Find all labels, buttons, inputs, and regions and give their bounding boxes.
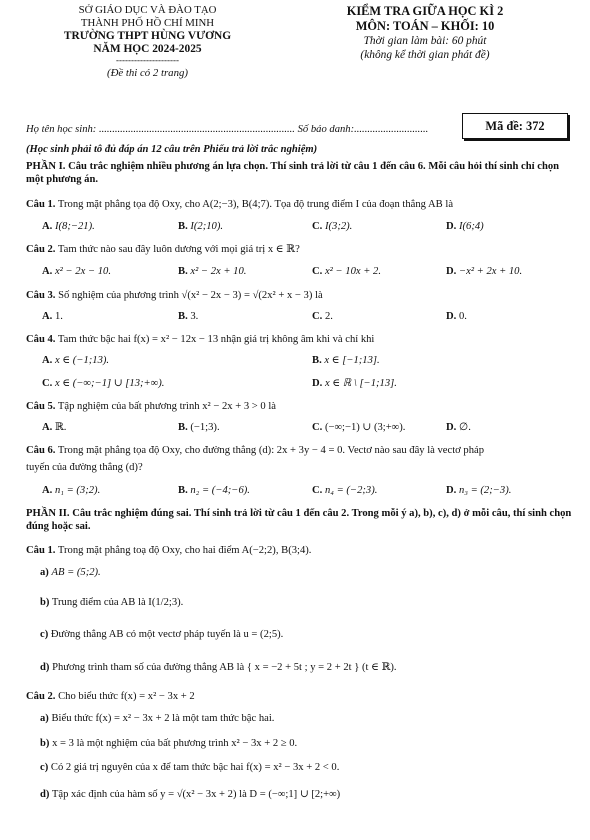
p2q1-item-d: d) Phương trình tham số của đường thẳng AB là { x = −2 + 5t ; y = 2 + 2t } (t ∈ ℝ). bbox=[40, 662, 397, 673]
question-6 bbox=[26, 444, 572, 457]
question-label: Câu 5. bbox=[26, 401, 56, 412]
p2q1-item-b: b) Trung điểm của AB là I(1/2;3). bbox=[40, 597, 184, 608]
question-text: Trong mặt phẳng tọa độ Oxy, cho đường thẳng (d): 2x + 3y − 4 = 0. Vectơ nào sau đây là vectơ pháp bbox=[57, 445, 484, 456]
question-label: Câu 6. bbox=[26, 445, 56, 456]
exam-duration-note: (không kể thời gian phát đề) bbox=[360, 49, 490, 61]
dept-name: SỞ GIÁO DỤC VÀ ĐÀO TẠO bbox=[78, 4, 217, 16]
part2-title: PHẦN II. Câu trắc nghiệm đúng sai. Thí sinh trả lời từ câu 1 đến câu 2. Trong mỗi ý a), b), c), d) ở mỗi câu, thí sinh chọn đúng hoặc sai. bbox=[26, 508, 572, 533]
q5-option-a: A. ℝ. bbox=[42, 422, 67, 433]
question-6-continued: tuyến của đường thẳng (d)? bbox=[26, 462, 143, 473]
q4-option-c: C. x ∈ (−∞;−1] ∪ [13;+∞). bbox=[42, 378, 165, 389]
part2-question-1 bbox=[26, 544, 572, 557]
school-name: TRƯỜNG THPT HÙNG VƯƠNG bbox=[63, 30, 232, 42]
q2-option-d: D. −x² + 2x + 10. bbox=[446, 266, 523, 277]
question-text: Trong mặt phẳng toạ độ Oxy, cho hai điểm A(−2;2), B(3;4). bbox=[57, 545, 312, 556]
q1-option-c: C. I(3;2). bbox=[312, 221, 353, 232]
q6-option-d: D. n₃ = (2;−3). bbox=[446, 485, 512, 496]
part1-title: PHẦN I. Câu trắc nghiệm nhiều phương án lựa chọn. Thí sinh trả lời từ câu 1 đến câu 6. Mỗi câu hỏi thí sinh chỉ chọn một phương án. bbox=[26, 161, 560, 186]
p2q1-item-c: c) Đường thẳng AB có một vectơ pháp tuyến là u = (2;5). bbox=[40, 629, 284, 640]
question-text: Tam thức nào sau đây luôn dương với mọi giá trị x ∈ ℝ? bbox=[57, 244, 300, 255]
question-label: Câu 2. bbox=[26, 691, 56, 702]
question-label: Câu 1. bbox=[26, 199, 56, 210]
q4-option-a: A. x ∈ (−1;13). bbox=[42, 355, 110, 366]
q5-option-d: D. ∅. bbox=[446, 422, 471, 433]
p2q2-item-a: a) Biểu thức f(x) = x² − 3x + 2 là một tam thức bậc hai. bbox=[40, 713, 275, 724]
exam-title: KIỂM TRA GIỮA HỌC KÌ 2 bbox=[346, 4, 504, 18]
q5-option-c: C. (−∞;−1) ∪ (3;+∞). bbox=[312, 422, 406, 433]
exam-header bbox=[290, 4, 560, 62]
question-text: Tập nghiệm của bất phương trình x² − 2x + 3 > 0 là bbox=[57, 401, 276, 412]
q6-option-a: A. n₁ = (3;2). bbox=[42, 485, 101, 496]
student-id-field: Số báo danh:............................ bbox=[297, 124, 429, 135]
question-label: Câu 2. bbox=[26, 244, 56, 255]
student-name-field: Họ tên học sinh: .......................................................................... bbox=[26, 124, 295, 135]
q1-option-a: A. I(8;−21). bbox=[42, 221, 95, 232]
city-name: THÀNH PHỐ HỒ CHÍ MINH bbox=[80, 17, 215, 29]
question-3 bbox=[26, 289, 572, 302]
q2-option-c: C. x² − 10x + 2. bbox=[312, 266, 381, 277]
question-text: Trong mặt phẳng tọa độ Oxy, cho A(2;−3), B(4;7). Tọa độ trung điểm I của đoạn thẳng AB là bbox=[57, 199, 454, 210]
q3-option-a: A. 1. bbox=[42, 311, 63, 322]
exam-code-box: Mã đề: 372 bbox=[462, 113, 568, 139]
pages-note: (Đề thi có 2 trang) bbox=[107, 67, 188, 79]
question-5 bbox=[26, 400, 572, 413]
q4-option-d: D. x ∈ ℝ \ [−1;13]. bbox=[312, 378, 397, 389]
q2-option-a: A. x² − 2x − 10. bbox=[42, 266, 111, 277]
q6-option-b: B. n₂ = (−4;−6). bbox=[178, 485, 250, 496]
question-label: Câu 4. bbox=[26, 334, 56, 345]
school-header bbox=[40, 4, 255, 80]
p2q2-item-d: d) Tập xác định của hàm số y = √(x² − 3x + 2) là D = (−∞;1] ∪ [2;+∞) bbox=[40, 789, 341, 800]
q1-option-b: B. I(2;10). bbox=[178, 221, 224, 232]
q3-option-b: B. 3. bbox=[178, 311, 199, 322]
question-label: Câu 1. bbox=[26, 545, 56, 556]
question-2 bbox=[26, 243, 572, 256]
q1-option-d: D. I(6;4) bbox=[446, 221, 484, 232]
p2q2-item-b: b) x = 3 là một nghiệm của bất phương trình x² − 3x + 2 ≥ 0. bbox=[40, 738, 298, 749]
q5-option-b: B. (−1;3). bbox=[178, 422, 220, 433]
school-year: NĂM HỌC 2024-2025 bbox=[93, 43, 202, 55]
header-separator: --------------------- bbox=[116, 55, 179, 65]
question-text: Cho biểu thức f(x) = x² − 3x + 2 bbox=[58, 691, 195, 702]
question-text: Số nghiệm của phương trình √(x² − 2x − 3) = √(2x² + x − 3) là bbox=[58, 290, 323, 301]
question-1 bbox=[26, 198, 572, 211]
q2-option-b: B. x² − 2x + 10. bbox=[178, 266, 247, 277]
question-4 bbox=[26, 333, 572, 346]
exam-duration: Thời gian làm bài: 60 phút bbox=[363, 35, 487, 47]
q4-option-b: B. x ∈ [−1;13]. bbox=[312, 355, 380, 366]
q6-option-c: C. n₄ = (−2;3). bbox=[312, 485, 378, 496]
student-info-row bbox=[26, 123, 466, 136]
p2q2-item-c: c) Có 2 giá trị nguyên của x để tam thức bậc hai f(x) = x² − 3x + 2 < 0. bbox=[40, 762, 340, 773]
exam-subject: MÔN: TOÁN – KHỐI: 10 bbox=[355, 19, 495, 33]
answer-sheet-instruction: (Học sinh phải tô đủ đáp án 12 câu trên Phiếu trả lời trắc nghiệm) bbox=[26, 144, 318, 155]
p2q1-item-a: a) AB = (5;2). bbox=[40, 567, 101, 578]
question-label: Câu 3. bbox=[26, 290, 56, 301]
part2-question-2 bbox=[26, 690, 572, 703]
question-text: Tam thức bậc hai f(x) = x² − 12x − 13 nhận giá trị không âm khi và chỉ khi bbox=[57, 334, 375, 345]
q3-option-d: D. 0. bbox=[446, 311, 467, 322]
q3-option-c: C. 2. bbox=[312, 311, 333, 322]
